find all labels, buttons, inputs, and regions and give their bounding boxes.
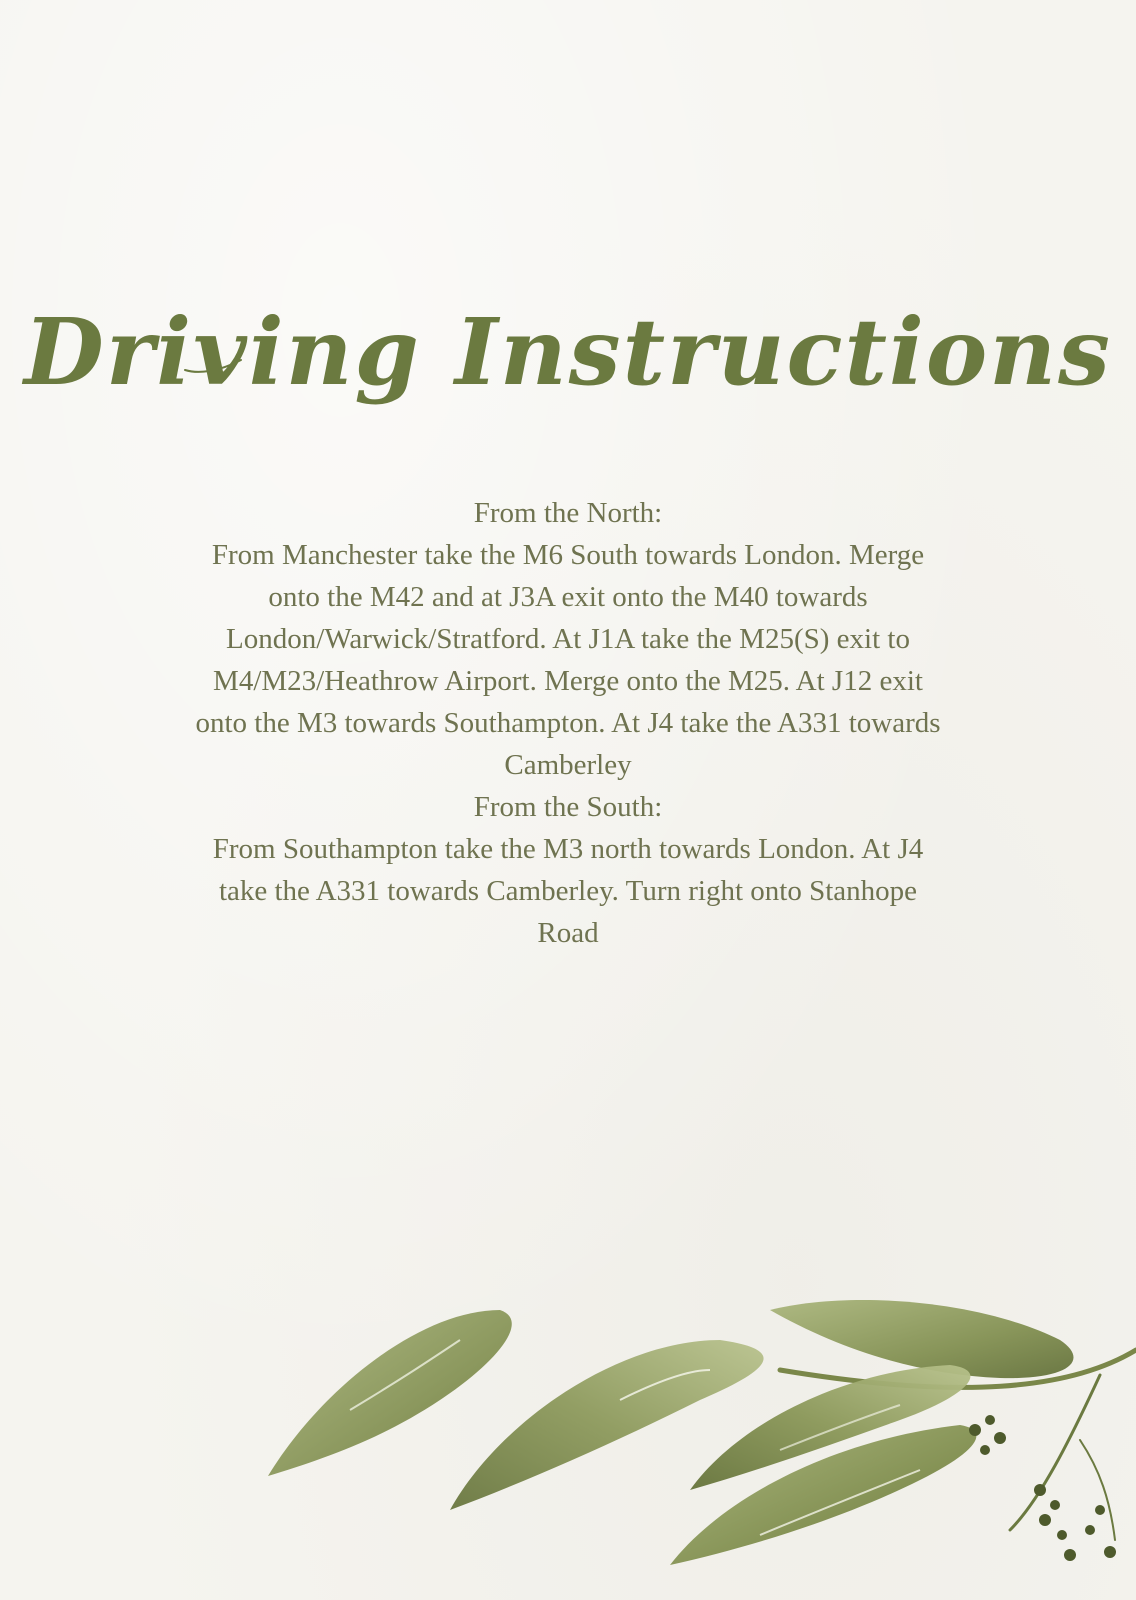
section-heading-south: From the South:	[473, 791, 663, 823]
section-text-south: From Southampton take the M3 north towards London. At J4 take the A331 towards Camberley. Turn right onto Stanhope Road	[212, 833, 924, 949]
directions-block	[190, 492, 946, 954]
eucalyptus-leaves-illustration	[0, 1280, 1136, 1600]
section-text-north: From Manchester take the M6 South towards London. Merge onto the M42 and at J3A exit onto the M40 towards London/Warwick/Stratford. At J1A take the M25(S) exit to M4/M23/Heathrow Airport. Merge onto the M25. At J12 exit onto the M3 towards Southampton. At J4 take the A331 towards Camberley	[195, 539, 941, 781]
page-title: Driving Instructions	[24, 298, 1112, 406]
section-heading-north: From the North:	[473, 497, 663, 529]
